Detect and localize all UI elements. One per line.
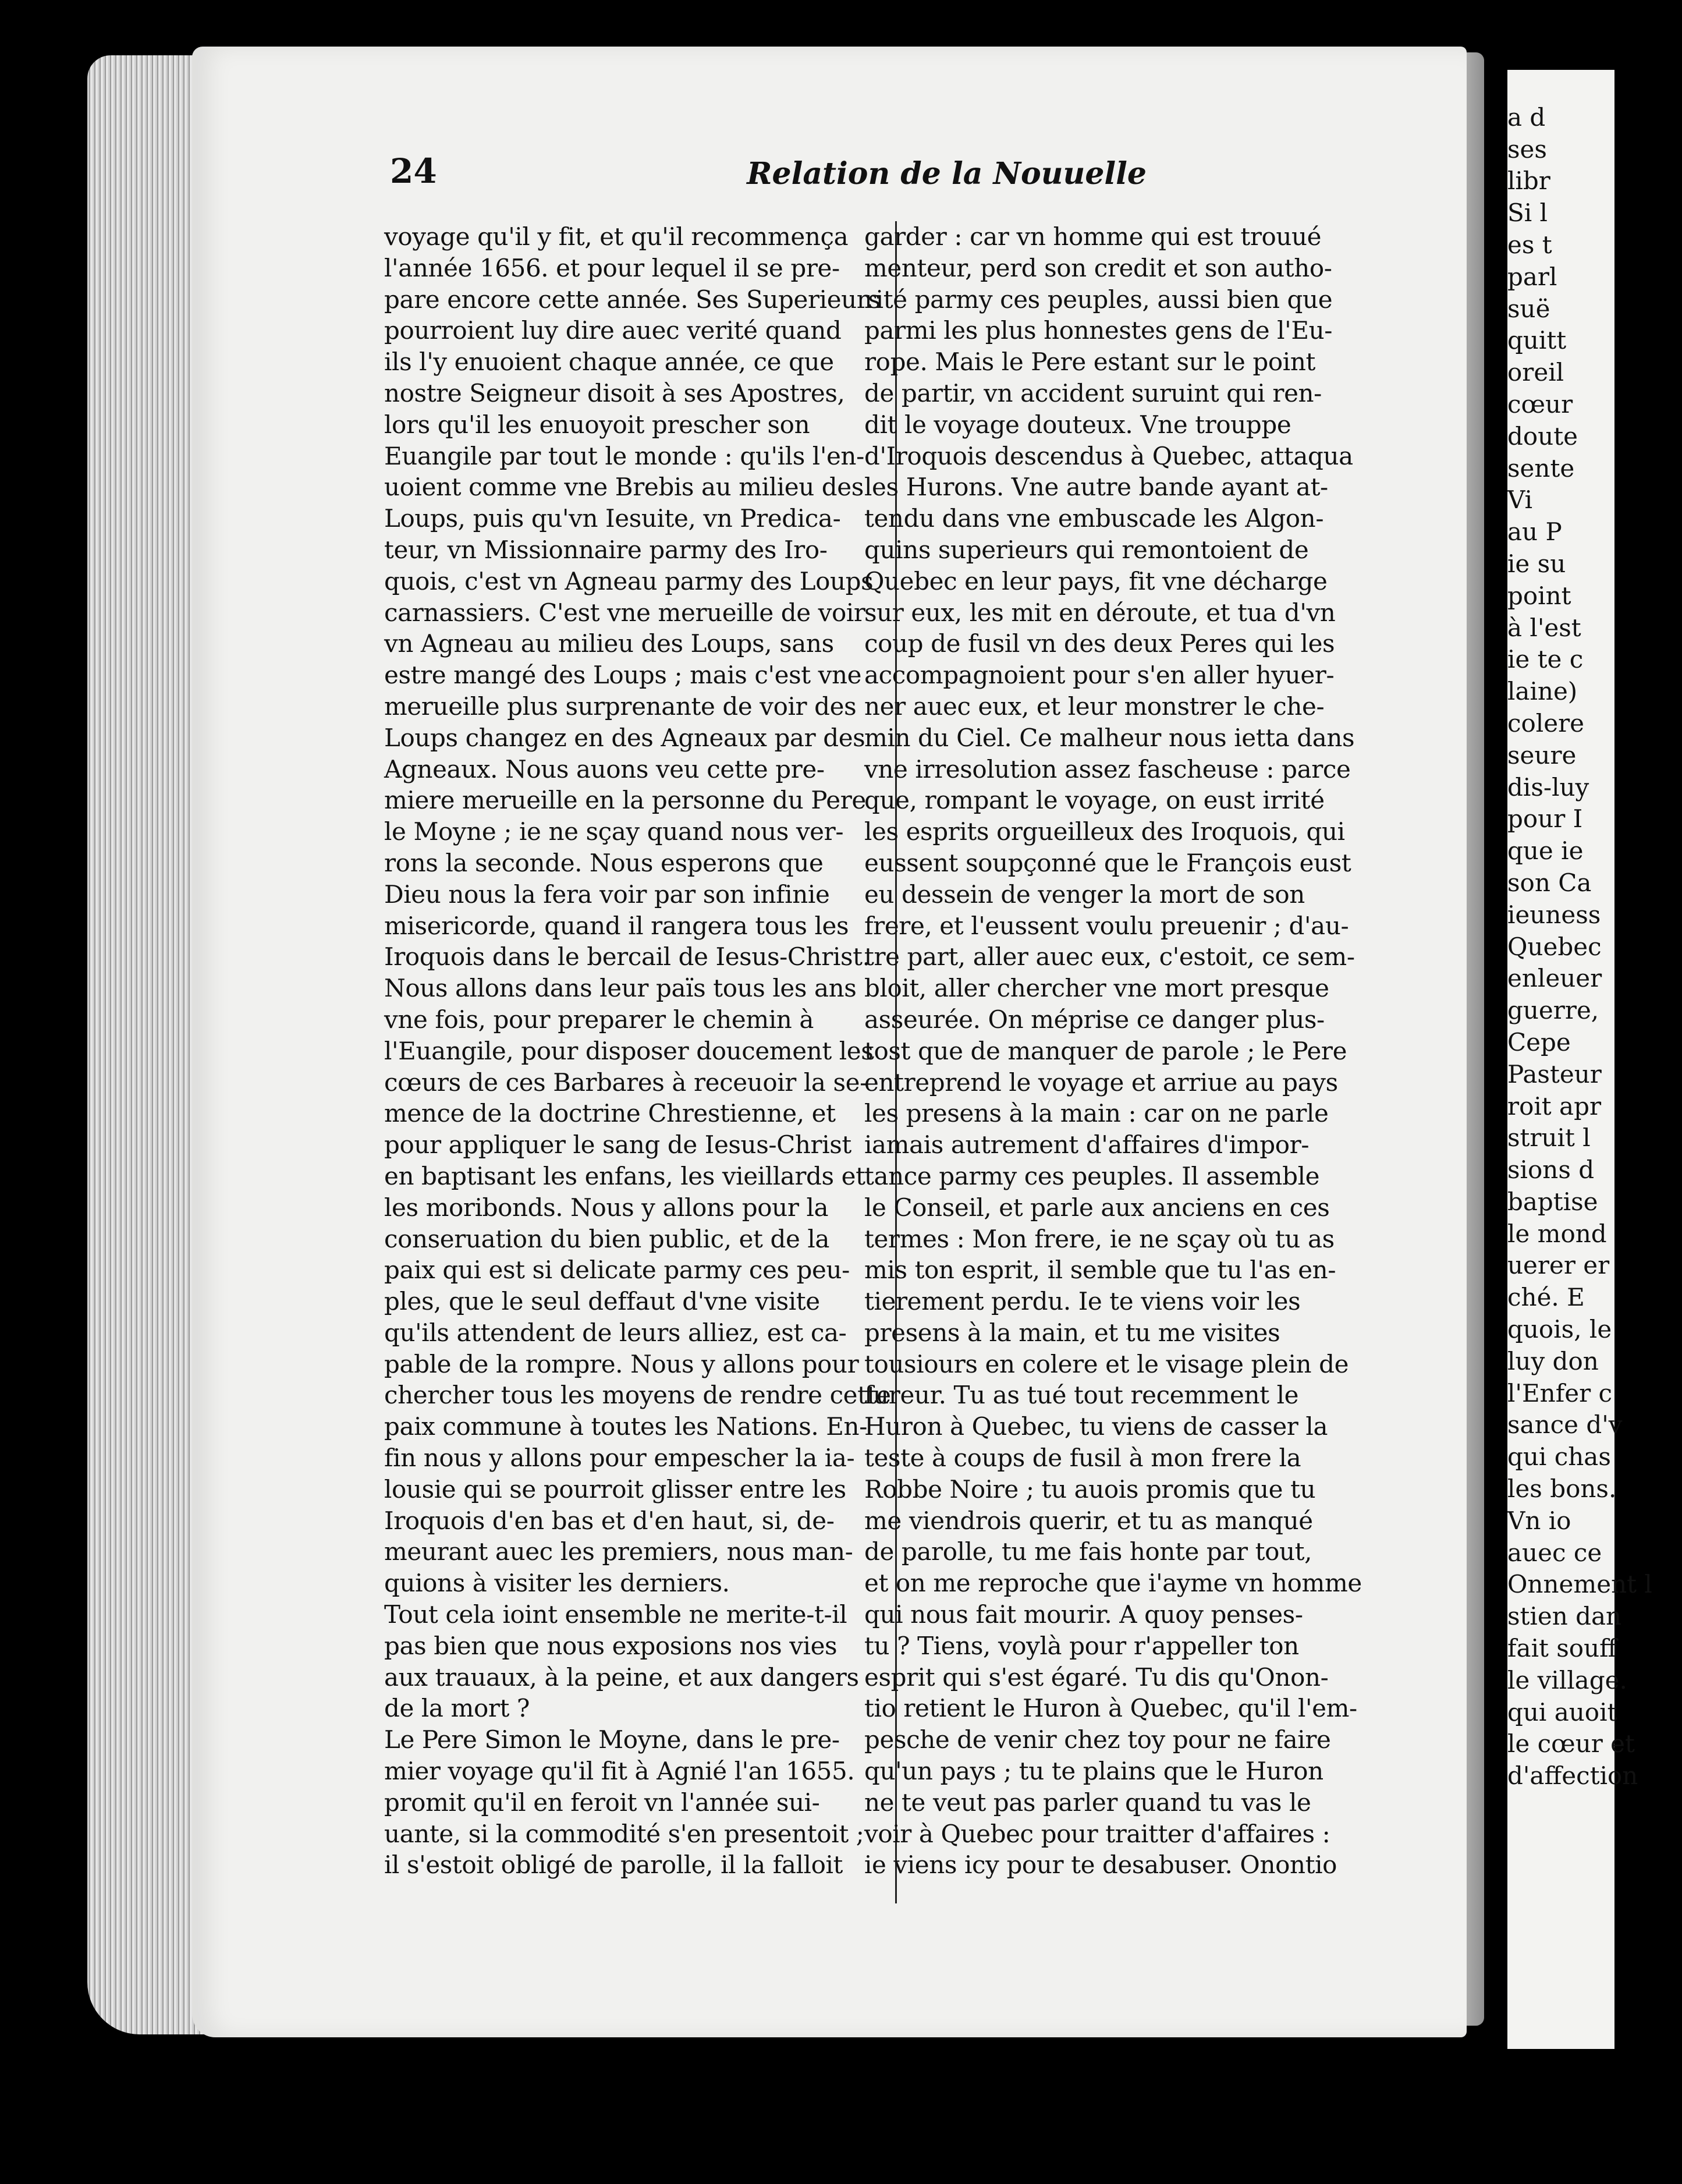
text-line: vn Agneau au milieu des Loups, sans [384, 629, 834, 658]
text-line: iamais autrement d'affaires d'impor- [864, 1130, 1310, 1160]
text-line: son Ca [1507, 868, 1592, 897]
text-line: mis ton esprit, il semble que tu l'as en- [864, 1256, 1336, 1285]
text-line: Iroquois d'en bas et d'en haut, si, de- [384, 1506, 835, 1535]
text-line: Loups changez en des Agneaux par des [384, 723, 865, 752]
text-line: l'Euangile, pour disposer doucement les [384, 1036, 874, 1065]
text-line: rité parmy ces peuples, aussi bien que [864, 285, 1333, 314]
text-line: paix qui est si delicate parmy ces peu- [384, 1256, 850, 1285]
text-line: qui auoit [1507, 1697, 1617, 1726]
text-line: ne te veut pas parler quand tu vas le [864, 1788, 1311, 1817]
text-line: tendu dans vne embuscade les Algon- [864, 504, 1324, 533]
page-number: 24 [390, 151, 437, 191]
text-line: Huron à Quebec, tu viens de casser la [864, 1412, 1328, 1441]
text-line: vne irresolution assez fascheuse : parce [864, 754, 1351, 783]
text-line: esprit qui s'est égaré. Tu dis qu'Onon- [864, 1662, 1329, 1692]
text-line [1507, 70, 1682, 102]
text-line: au P [1507, 517, 1562, 547]
text-line: accompagnoient pour s'en aller hyuer- [864, 661, 1335, 690]
text-line: tost que de manquer de parole ; le Pere [864, 1036, 1347, 1065]
text-column-left [384, 221, 896, 1881]
text-line: uante, si la commodité s'en presentoit ; [384, 1819, 864, 1848]
text-line: pable de la rompre. Nous y allons pour [384, 1349, 859, 1378]
text-column-right [864, 221, 1376, 1881]
text-line: asseurée. On méprise ce danger plus- [864, 1005, 1325, 1034]
text-line: baptise [1507, 1187, 1598, 1216]
text-line: ché. E [1507, 1283, 1585, 1312]
text-line: mier voyage qu'il fit à Agnié l'an 1655. [384, 1757, 855, 1786]
text-line: quins superieurs qui remontoient de [864, 535, 1309, 564]
text-line: estre mangé des Loups ; mais c'est vne [384, 661, 862, 690]
text-line: voir à Quebec pour traitter d'affaires : [864, 1819, 1330, 1848]
text-line: ie viens icy pour te desabuser. Onontio [864, 1850, 1337, 1880]
text-line: lousie qui se pourroit glisser entre les [384, 1474, 846, 1504]
text-line: Iroquois dans le bercail de Iesus-Christ. [384, 942, 870, 972]
text-line: voyage qu'il y fit, et qu'il recommença [384, 222, 849, 251]
text-line: de la mort ? [384, 1694, 530, 1723]
text-line: ie te c [1507, 645, 1584, 674]
text-line: nostre Seigneur disoit à ses Apostres, [384, 378, 845, 407]
text-line: les esprits orgueilleux des Iroquois, qui [864, 817, 1345, 846]
text-line: il s'estoit obligé de parolle, il la falloit [384, 1850, 843, 1880]
text-line: Cepe [1507, 1027, 1571, 1056]
text-line: point [1507, 581, 1571, 610]
text-line: les presens à la main : car on ne parle [864, 1099, 1329, 1128]
text-line: Quebec [1507, 932, 1602, 961]
text-line: Loups, puis qu'vn Iesuite, vn Predica- [384, 504, 841, 533]
text-line: merueille plus surprenante de voir des [384, 692, 857, 721]
text-line: ie su [1507, 549, 1566, 578]
text-line: mence de la doctrine Chrestienne, et [384, 1099, 836, 1128]
text-line: chercher tous les moyens de rendre cette [384, 1381, 891, 1410]
running-title: Relation de la Nouuelle [747, 156, 1147, 192]
text-line: lors qu'il les enuoyoit prescher son [384, 410, 810, 439]
text-line: tu ? Tiens, voylà pour r'appeller ton [864, 1631, 1299, 1660]
text-line: les moribonds. Nous y allons pour la [384, 1193, 829, 1222]
text-line: coup de fusil vn des deux Peres qui les [864, 629, 1335, 658]
next-page-text [1507, 70, 1682, 1792]
text-line: garder : car vn homme qui est trouué [864, 222, 1322, 251]
text-line: auec ce [1507, 1538, 1602, 1567]
text-line: termes : Mon frere, ie ne sçay où tu as [864, 1224, 1335, 1253]
text-line: quions à visiter les derniers. [384, 1569, 730, 1598]
text-line: es t [1507, 230, 1552, 259]
text-line: tance parmy ces peuples. Il assemble [864, 1161, 1320, 1190]
text-line: struit l [1507, 1123, 1591, 1153]
text-line: eussent soupçonné que le François eust [864, 848, 1351, 877]
text-line: tousiours en colere et le visage plein de [864, 1349, 1349, 1378]
text-line: parmi les plus honnestes gens de l'Eu- [864, 316, 1333, 345]
text-line: menteur, perd son credit et son autho- [864, 253, 1332, 282]
text-line: eu dessein de venger la mort de son [864, 880, 1305, 909]
text-line: fin nous y allons pour empescher la ia- [384, 1444, 855, 1473]
text-line: luy don [1507, 1346, 1599, 1375]
text-line: en baptisant les enfans, les vieillards et [384, 1161, 865, 1190]
text-line: seure [1507, 740, 1577, 770]
text-line: Nous allons dans leur païs tous les ans [384, 974, 857, 1003]
text-line: uerer er [1507, 1251, 1610, 1280]
text-line: laine) [1507, 677, 1578, 706]
text-line: entreprend le voyage et arriue au pays [864, 1068, 1338, 1097]
text-line: teur, vn Missionnaire parmy des Iro- [384, 535, 828, 564]
text-line: enleuer [1507, 964, 1602, 993]
text-line: frere, et l'eussent voulu preuenir ; d'au- [864, 911, 1349, 940]
text-line: Agneaux. Nous auons veu cette pre- [384, 754, 825, 783]
text-line: le village. [1507, 1665, 1627, 1694]
text-line: uoient comme vne Brebis au milieu des [384, 473, 864, 502]
text-line: teste à coups de fusil à mon frere la [864, 1444, 1301, 1473]
text-line: Le Pere Simon le Moyne, dans le pre- [384, 1725, 840, 1754]
text-line: paix commune à toutes les Nations. En- [384, 1412, 867, 1441]
text-line: Quebec en leur pays, fit vne décharge [864, 566, 1328, 595]
text-line: ils l'y enuoient chaque année, ce que [384, 348, 834, 377]
text-line: sions d [1507, 1155, 1595, 1185]
text-line: min du Ciel. Ce malheur nous ietta dans [864, 723, 1355, 752]
text-line: cœur [1507, 389, 1573, 419]
text-line: promit qu'il en feroit vn l'année sui- [384, 1788, 820, 1817]
text-line: presens à la main, et tu me visites [864, 1318, 1280, 1347]
text-line: parl [1507, 262, 1557, 291]
text-line: tio retient le Huron à Quebec, qu'il l'em- [864, 1694, 1357, 1723]
text-line: stien dan [1507, 1602, 1622, 1631]
text-line: d'Iroquois descendus à Quebec, attaqua [864, 441, 1353, 470]
next-page-fragment [1507, 70, 1652, 2049]
page-header [390, 151, 1147, 204]
text-line: rope. Mais le Pere estant sur le point [864, 348, 1315, 377]
text-line: pourroient luy dire auec verité quand [384, 316, 842, 345]
text-line: pesche de venir chez toy pour ne faire [864, 1725, 1331, 1754]
text-line: aux trauaux, à la peine, et aux dangers [384, 1662, 859, 1692]
text-line: conseruation du bien public, et de la [384, 1224, 830, 1253]
text-line: le mond [1507, 1219, 1607, 1248]
text-line: sente [1507, 453, 1575, 483]
text-line: Euangile par tout le monde : qu'ils l'en- [384, 441, 864, 470]
text-line: bloit, aller chercher vne mort presque [864, 974, 1329, 1003]
text-line: guerre, [1507, 996, 1599, 1025]
text-line: fureur. Tu as tué tout recemment le [864, 1381, 1299, 1410]
text-line: dis-luy [1507, 772, 1589, 802]
text-line: le Conseil, et parle aux anciens en ces [864, 1193, 1330, 1222]
text-line: tre part, aller auec eux, c'estoit, ce sem- [864, 942, 1355, 972]
text-line: me viendrois querir, et tu as manqué [864, 1506, 1313, 1535]
text-line: rons la seconde. Nous esperons que [384, 848, 824, 877]
text-line: carnassiers. C'est vne merueille de voir [384, 598, 865, 627]
text-line: Robbe Noire ; tu auois promis que tu [864, 1474, 1316, 1504]
text-line: que ie [1507, 836, 1584, 866]
text-line: Si l [1507, 198, 1548, 228]
text-line: d'affection [1507, 1761, 1638, 1791]
text-line: oreil [1507, 358, 1564, 387]
text-line: ner auec eux, et leur monstrer le che- [864, 692, 1325, 721]
text-line: de parolle, tu me fais honte par tout, [864, 1537, 1312, 1566]
text-line: vne fois, pour preparer le chemin à [384, 1005, 814, 1034]
text-line: suë [1507, 294, 1550, 323]
text-line: quois, c'est vn Agneau parmy des Loups [384, 566, 874, 595]
text-line: pour I [1507, 804, 1583, 834]
text-line: Dieu nous la fera voir par son infinie [384, 880, 830, 909]
text-line: les bons. [1507, 1474, 1617, 1504]
text-line: a d [1507, 102, 1546, 132]
text-line: que, rompant le voyage, on eust irrité [864, 786, 1325, 815]
text-line: sance d'v [1507, 1410, 1623, 1440]
text-line: quois, le [1507, 1315, 1612, 1344]
text-line: ses [1507, 134, 1547, 164]
text-line: pas bien que nous exposions nos vies [384, 1631, 838, 1660]
text-line: Tout cela ioint ensemble ne merite-t-il [384, 1600, 847, 1629]
text-line: colere [1507, 708, 1585, 738]
text-line: doute [1507, 421, 1578, 451]
text-line: fait souff [1507, 1634, 1617, 1663]
text-line: pare encore cette année. Ses Superieurs [384, 285, 881, 314]
text-line: qu'ils attendent de leurs alliez, est ca- [384, 1318, 847, 1347]
text-line: Vn io [1507, 1506, 1571, 1535]
text-line: tierement perdu. Ie te viens voir les [864, 1287, 1301, 1316]
text-line: sur eux, les mit en déroute, et tua d'vn [864, 598, 1336, 627]
text-line: ples, que le seul deffaut d'vne visite [384, 1287, 820, 1316]
text-line: qui chas [1507, 1442, 1611, 1472]
text-line: cœurs de ces Barbares à receuoir la se- [384, 1068, 868, 1097]
text-line: et on me reproche que i'ayme vn homme [864, 1569, 1362, 1598]
text-line: meurant auec les premiers, nous man- [384, 1537, 853, 1566]
text-line: qui nous fait mourir. A quoy penses- [864, 1600, 1303, 1629]
text-line: le Moyne ; ie ne sçay quand nous ver- [384, 817, 844, 846]
text-line: qu'un pays ; tu te plains que le Huron [864, 1757, 1323, 1786]
text-line: pour appliquer le sang de Iesus-Christ [384, 1130, 851, 1160]
text-line: ieuness [1507, 900, 1601, 929]
text-line: misericorde, quand il rangera tous les [384, 911, 849, 940]
text-line: à l'est [1507, 613, 1581, 642]
text-line: de partir, vn accident suruint qui ren- [864, 378, 1322, 407]
text-line: quitt [1507, 326, 1567, 355]
text-line: roit apr [1507, 1091, 1602, 1121]
text-line: Pasteur [1507, 1059, 1602, 1089]
text-line: miere merueille en la personne du Pere [384, 786, 866, 815]
text-line: l'année 1656. et pour lequel il se pre- [384, 253, 840, 282]
text-line: l'Enfer c [1507, 1378, 1613, 1407]
text-line: les Hurons. Vne autre bande ayant at- [864, 473, 1328, 502]
text-line: libr [1507, 166, 1550, 196]
text-line: le cœur et [1507, 1729, 1635, 1758]
text-line: Onnement l [1507, 1570, 1652, 1599]
text-line: dit le voyage douteux. Vne trouppe [864, 410, 1291, 439]
text-line: Vi [1507, 485, 1533, 515]
